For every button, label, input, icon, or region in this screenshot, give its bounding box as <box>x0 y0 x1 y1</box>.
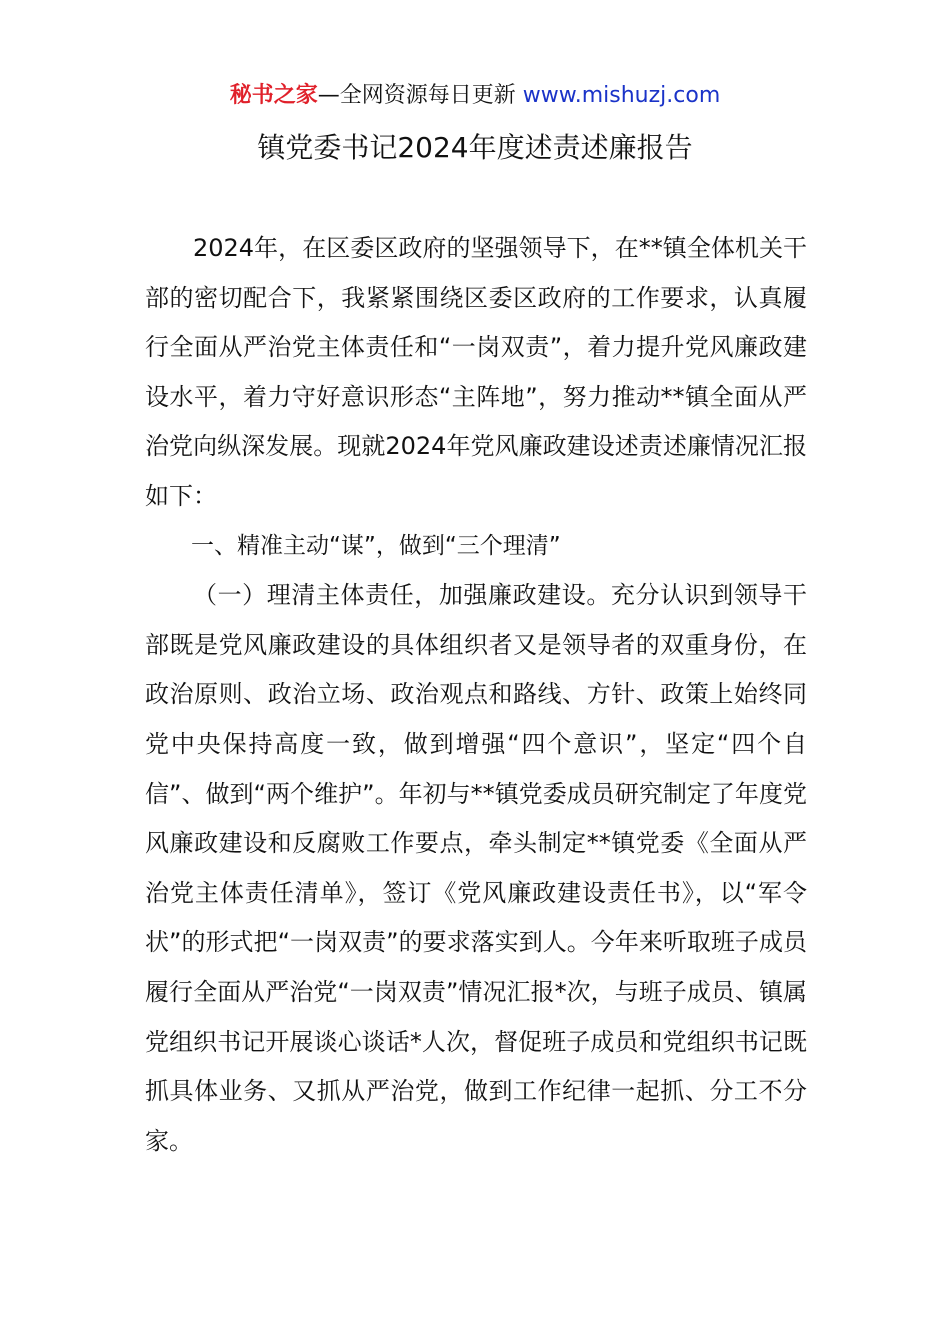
site-tagline: —全网资源每日更新 <box>317 83 523 108</box>
document-body <box>145 224 807 1166</box>
site-url-link[interactable]: www.mishuzj.com <box>522 83 721 108</box>
intro-paragraph: 2024年，在区委区政府的坚强领导下，在**镇全体机关干部的密切配合下，我紧紧围绕区委区政府的工作要求，认真履行全面从严治党主体责任和“一岗双责”，着力提升党风廉政建设水平，着力守好意识形态“主阵地”，努力推动**镇全面从严治党向纵深发展。现就2024年党风廉政建设述责述廉情况汇报如下： <box>145 234 807 510</box>
site-header <box>0 80 950 112</box>
section-heading: 一、精准主动“谋”，做到“三个理清” <box>191 532 561 559</box>
section-paragraph: （一）理清主体责任，加强廉政建设。充分认识到领导干部既是党风廉政建设的具体组织者又是领导者的双重身份，在政治原则、政治立场、政治观点和路线、方针、政策上始终同党中央保持高度一致，做到增强“四个意识”，坚定“四个自信”、做到“两个维护”。年初与**镇党委成员研究制定了年度党风廉政建设和反腐败工作要点，牵头制定**镇党委《全面从严治党主体责任清单》，签订《党风廉政建设责任书》，以“军令状”的形式把“一岗双责”的要求落实到人。今年来听取班子成员履行全面从严治党“一岗双责”情况汇报*次，与班子成员、镇属党组织书记开展谈心谈话*人次，督促班子成员和党组织书记既抓具体业务、又抓从严治党，做到工作纪律一起抓、分工不分家。 <box>145 581 807 1155</box>
document-title: 镇党委书记2024年度述责述廉报告 <box>257 131 693 164</box>
site-brand: 秘书之家 <box>229 83 318 108</box>
